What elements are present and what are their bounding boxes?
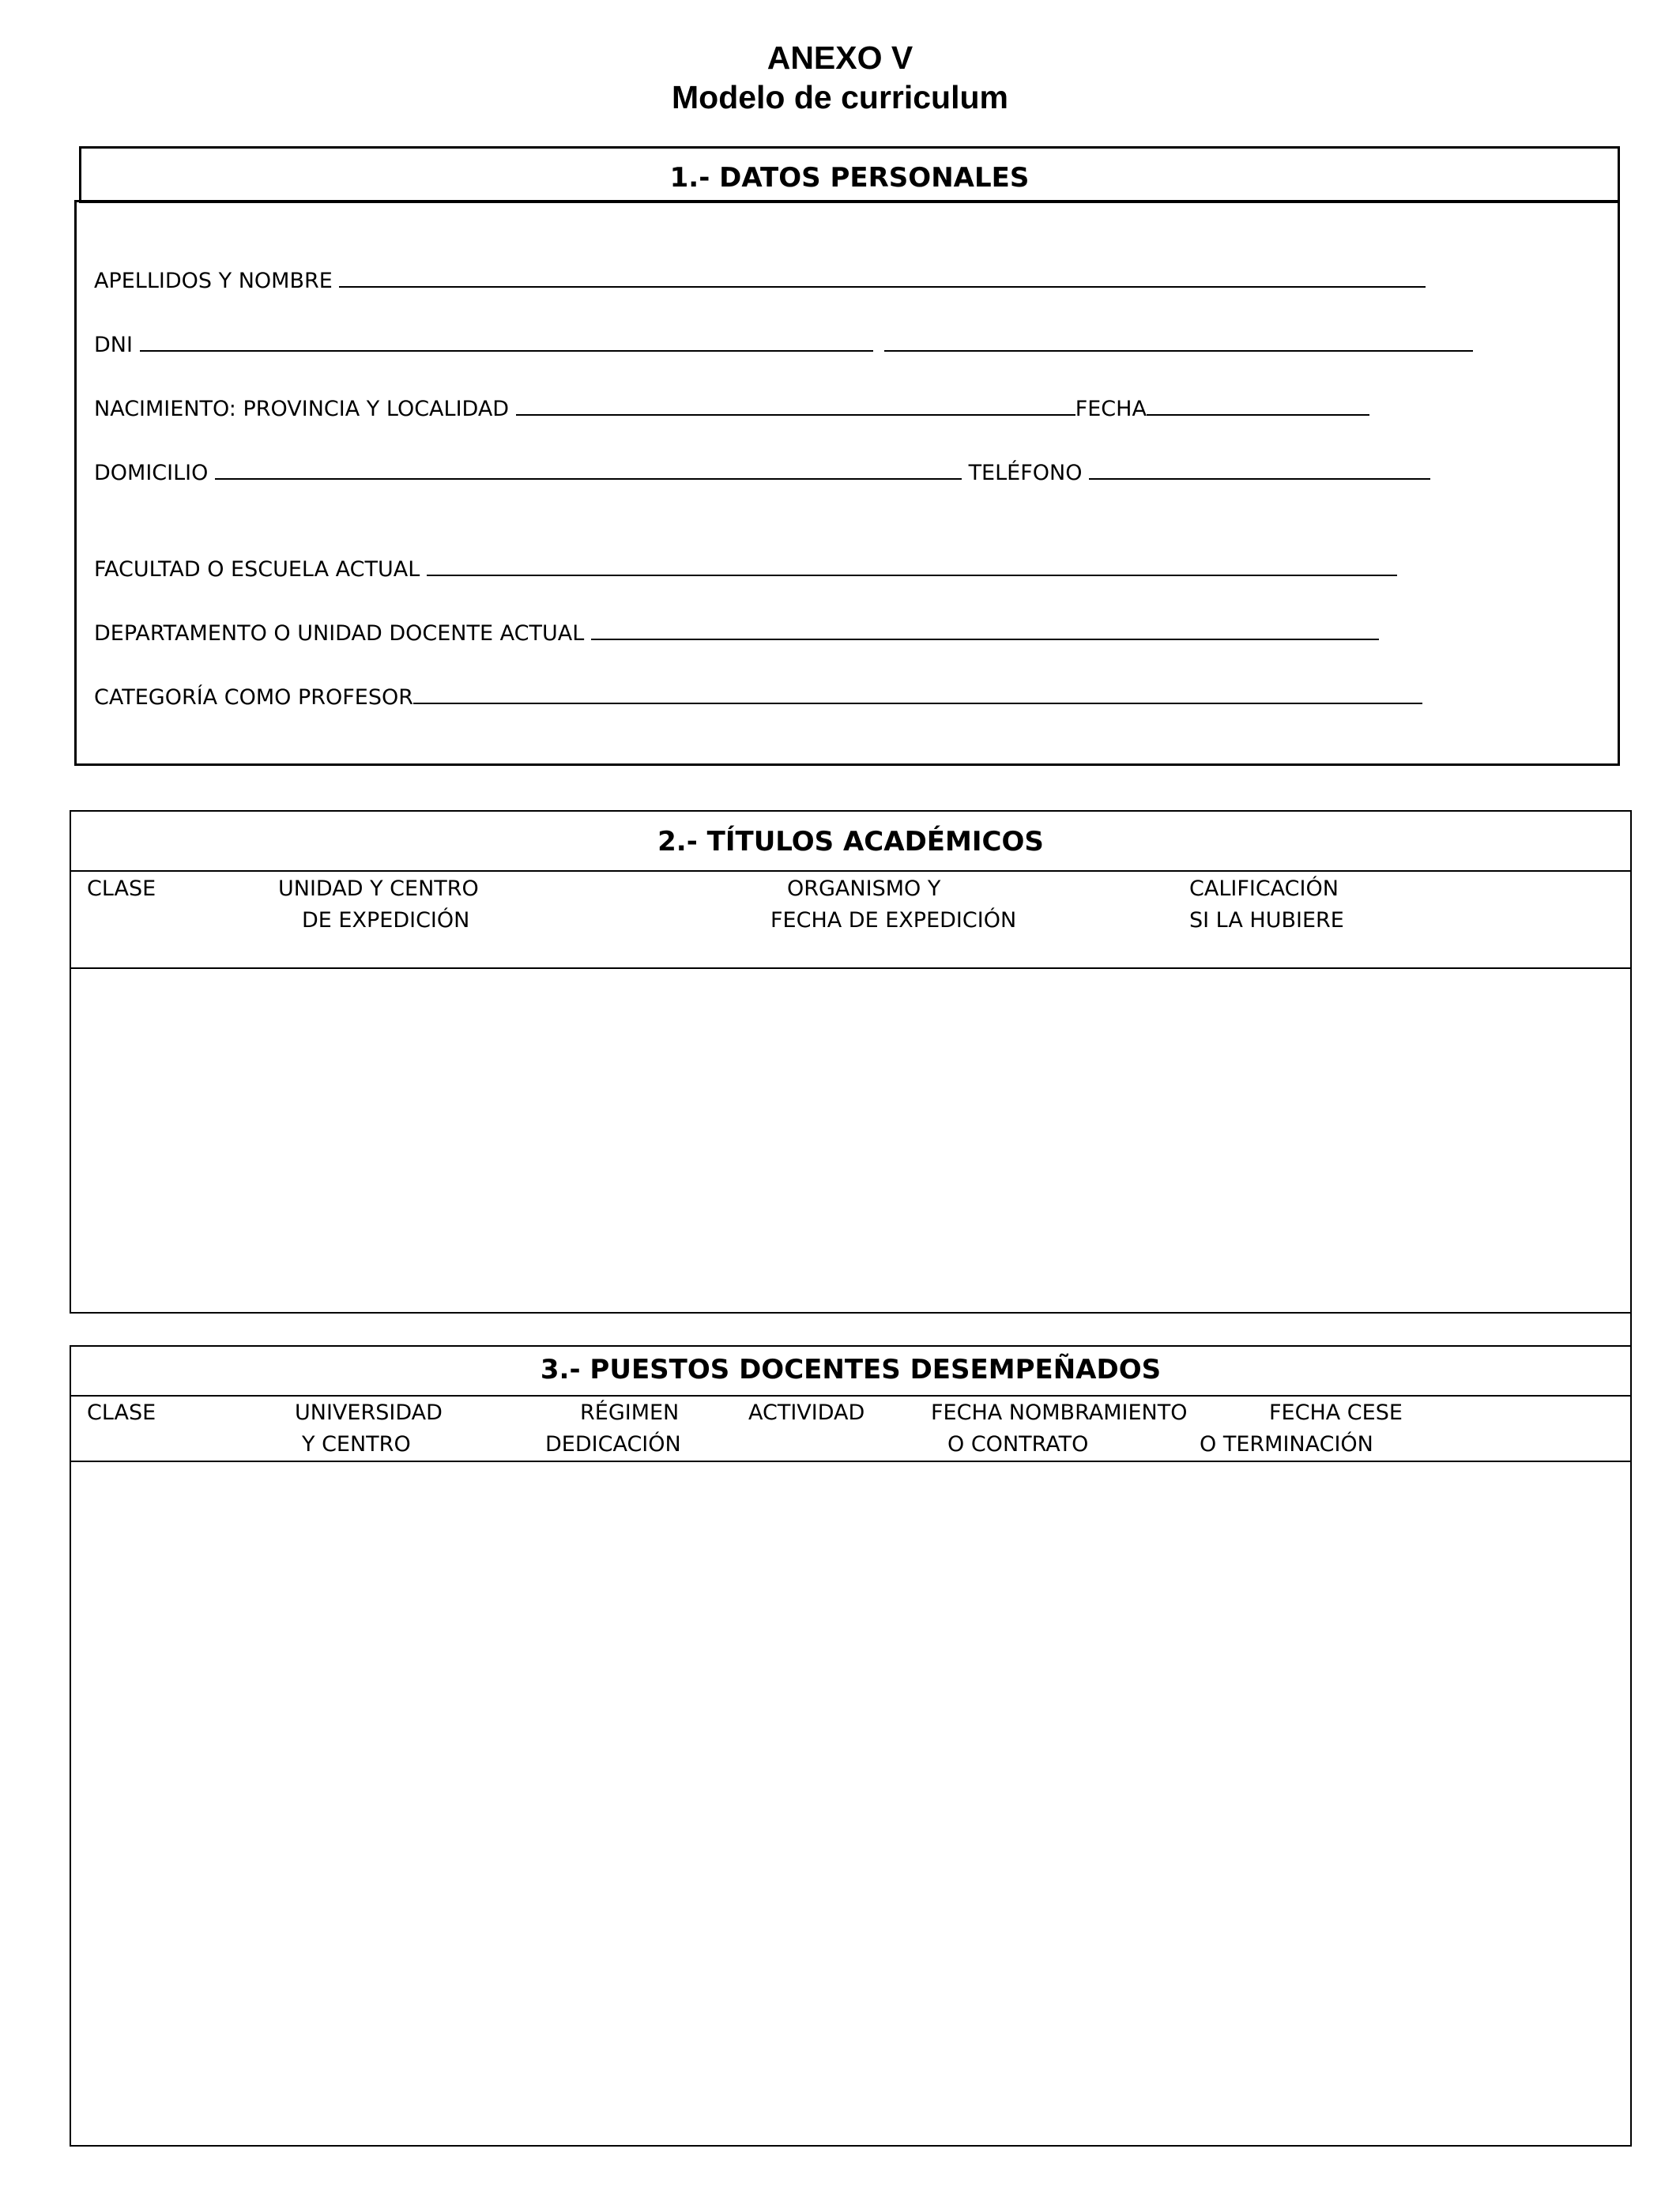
field-label-departamento: DEPARTAMENTO O UNIDAD DOCENTE ACTUAL [94, 621, 585, 646]
field-label-dni: DNI [94, 333, 133, 357]
s3-col-actividad: ACTIVIDAD [748, 1400, 865, 1425]
field-label-nombre: APELLIDOS Y NOMBRE [94, 269, 333, 293]
section1-title: 1.- DATOS PERSONALES [669, 162, 1030, 194]
field-facultad[interactable] [94, 556, 1397, 583]
field-line-departamento[interactable] [591, 620, 1379, 640]
field-dni[interactable] [94, 331, 1473, 359]
section3-box [70, 1345, 1632, 2147]
s3-col-nombramiento-1: FECHA NOMBRAMIENTO [931, 1400, 1188, 1425]
s3-col-regimen-1: RÉGIMEN [580, 1400, 680, 1425]
s3-col-clase: CLASE [87, 1400, 156, 1425]
s2-col-calificacion-2: SI LA HUBIERE [1189, 908, 1344, 933]
field-label-telefono: TELÉFONO [968, 461, 1083, 485]
section3-header-divider [70, 1461, 1632, 1462]
field-line-facultad[interactable] [427, 556, 1397, 576]
section2-title: 2.- TÍTULOS ACADÉMICOS [657, 826, 1044, 858]
field-line-categoria[interactable] [413, 684, 1422, 704]
field-line-telefono[interactable] [1089, 459, 1430, 480]
s2-col-clase: CLASE [87, 876, 156, 901]
field-nacimiento[interactable] [94, 395, 1369, 423]
s2-col-unidad-2: DE EXPEDICIÓN [302, 908, 470, 933]
field-domicilio[interactable] [94, 459, 1430, 487]
field-label-fecha: FECHA [1075, 397, 1147, 421]
field-departamento[interactable] [94, 620, 1379, 647]
s3-col-cese-1: FECHA CESE [1269, 1400, 1403, 1425]
field-line-nacimiento[interactable] [516, 395, 1075, 416]
section3-title: 3.- PUESTOS DOCENTES DESEMPEÑADOS [540, 1354, 1162, 1385]
section-connector [1630, 1312, 1632, 1346]
s3-col-regimen-2: DEDICACIÓN [545, 1432, 681, 1457]
field-line-dni-1[interactable] [140, 331, 873, 352]
s2-col-organismo-2: FECHA DE EXPEDICIÓN [770, 908, 1017, 933]
s3-col-universidad-1: UNIVERSIDAD [295, 1400, 443, 1425]
section2-header-divider [70, 967, 1632, 969]
s2-col-calificacion-1: CALIFICACIÓN [1189, 876, 1339, 901]
field-line-fecha[interactable] [1147, 395, 1369, 416]
section2-title-divider [70, 870, 1632, 872]
section1-title-box [79, 146, 1620, 203]
s3-col-universidad-2: Y CENTRO [302, 1432, 411, 1457]
section3-title-divider [70, 1395, 1632, 1397]
s3-col-cese-2: O TERMINACIÓN [1200, 1432, 1373, 1457]
document-subtitle: Modelo de curriculum [672, 79, 1008, 115]
s3-col-nombramiento-2: O CONTRATO [947, 1432, 1089, 1457]
field-line-dni-2[interactable] [884, 331, 1473, 352]
field-label-domicilio: DOMICILIO [94, 461, 209, 485]
field-categoria[interactable] [94, 684, 1422, 711]
field-apellidos-nombre[interactable] [94, 267, 1426, 295]
s2-col-unidad-1: UNIDAD Y CENTRO [278, 876, 479, 901]
document-title: ANEXO V [767, 40, 913, 76]
field-label-facultad: FACULTAD O ESCUELA ACTUAL [94, 557, 420, 582]
s2-col-organismo-1: ORGANISMO Y [787, 876, 941, 901]
field-label-categoria: CATEGORÍA COMO PROFESOR [94, 685, 413, 710]
field-line-domicilio[interactable] [215, 459, 962, 480]
field-label-nacimiento: NACIMIENTO: PROVINCIA Y LOCALIDAD [94, 397, 510, 421]
field-line-nombre[interactable] [339, 267, 1426, 288]
